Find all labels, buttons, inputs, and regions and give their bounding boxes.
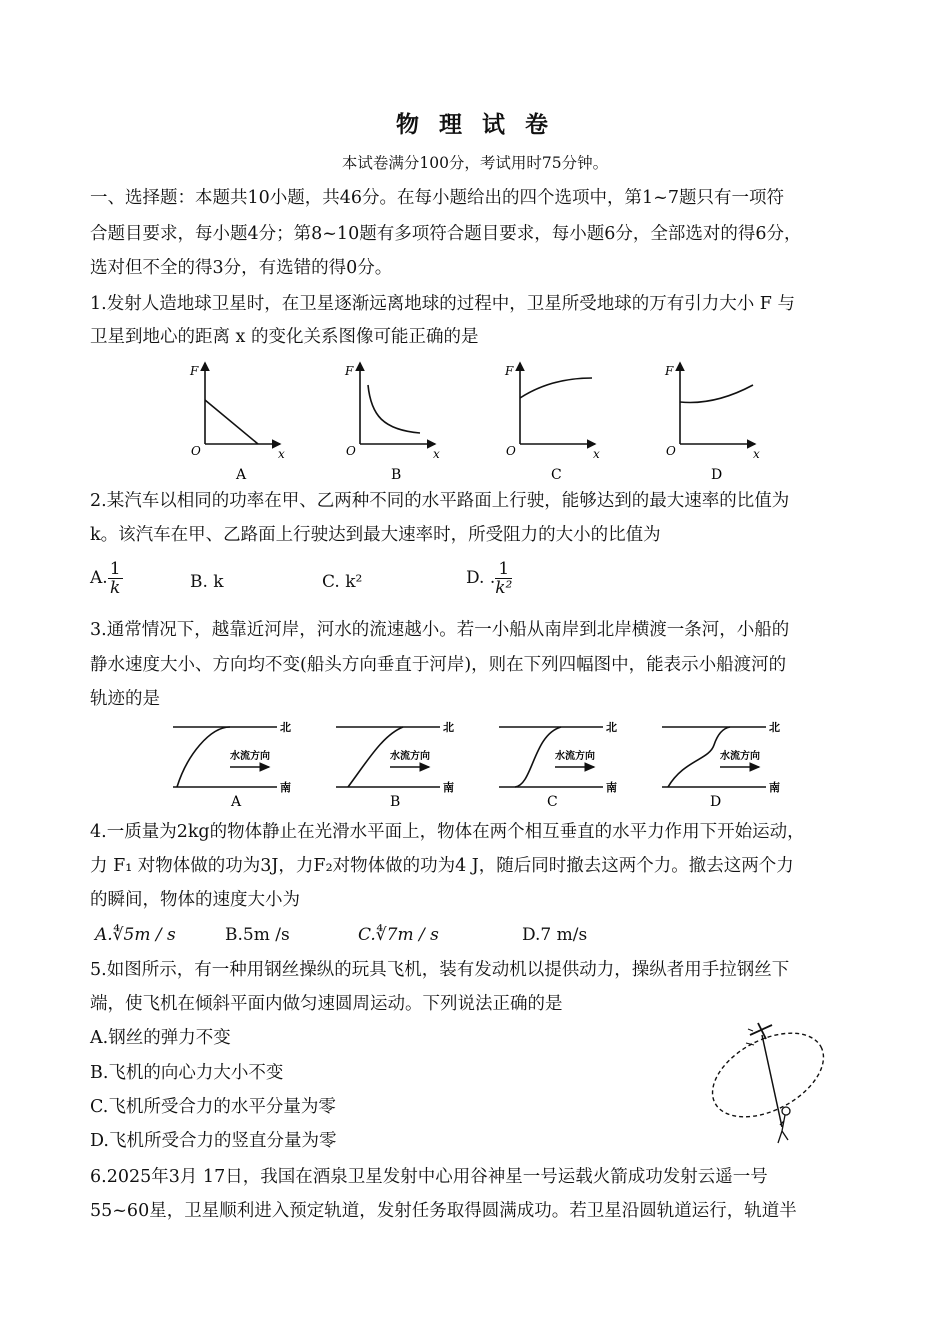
q4-option-c: C.∜7m / s	[358, 925, 439, 945]
q3-north-label: 北	[443, 721, 454, 734]
q1-graph-d	[664, 363, 760, 483]
q3-north-label: 北	[769, 721, 780, 734]
q3-south-label: 南	[280, 781, 291, 794]
q2-option-d	[466, 560, 512, 597]
q3-south-label: 南	[606, 781, 617, 794]
q4-stem-line3: 的瞬间，物体的速度大小为	[90, 890, 300, 910]
q1-axis-y: F	[665, 364, 674, 378]
q1-axis-y: F	[190, 364, 199, 378]
q3-south-label: 南	[769, 781, 780, 794]
q1-axis-y: F	[505, 364, 514, 378]
q1-axis-x: x	[278, 447, 285, 461]
q1-axis-x: x	[593, 447, 600, 461]
section-instructions-line3: 选对但不全的得3分，有选错的得0分。	[90, 258, 393, 278]
q1-origin: O	[346, 444, 356, 458]
q4-option-a: A.∜5m / s	[95, 925, 176, 945]
q3-diagram-label: B	[390, 794, 401, 810]
q5-option-d: D.飞机所受合力的竖直分量为零	[90, 1131, 337, 1151]
q4-stem-line1: 4.一质量为2kg的物体静止在光滑水平面上，物体在两个相互垂直的水平力作用下开始运动，	[90, 822, 805, 842]
q1-graph-label: D	[711, 467, 723, 483]
q2-option-d-prefix: D. .	[466, 568, 496, 588]
q2-option-d-den: k²	[495, 578, 513, 598]
q1-graph-label: C	[551, 467, 562, 483]
q3-diagram-d	[662, 721, 780, 810]
q1-graph-label: A	[236, 467, 247, 483]
exam-info: 本试卷满分100分，考试用时75分钟。	[341, 154, 609, 172]
q1-origin: O	[191, 444, 201, 458]
q5-option-a: A.钢丝的弹力不变	[90, 1028, 231, 1048]
q3-flow-label: 水流方向	[720, 751, 760, 762]
q6-stem-line2: 55~60星，卫星顺利进入预定轨道，发射任务取得圆满成功。若卫星沿圆轨道运行，轨道半	[90, 1201, 797, 1221]
q3-diagram-label: A	[231, 794, 242, 810]
q5-stem-line2: 端，使飞机在倾斜平面内做匀速圆周运动。下列说法正确的是	[90, 994, 563, 1014]
q3-diagram-label: D	[710, 794, 722, 810]
q1-origin: O	[506, 444, 516, 458]
q3-flow-label: 水流方向	[230, 751, 270, 762]
q6-stem-line1: 6.2025年3月 17日，我国在酒泉卫星发射中心用谷神星一号运载火箭成功发射云遥一号	[90, 1167, 768, 1187]
q1-graphs	[180, 355, 780, 485]
q1-graph-b	[344, 363, 440, 483]
operator-figure-icon	[778, 1107, 790, 1143]
q3-stem-line3: 轨迹的是	[90, 689, 160, 709]
q1-graph-a	[189, 363, 285, 483]
q2-option-b: B. k	[190, 572, 224, 592]
section-instructions-line1: 一、选择题：本题共10小题，共46分。在每小题给出的四个选项中，第1~7题只有一项符	[90, 188, 784, 208]
q3-diagrams	[165, 715, 805, 813]
q2-stem-line2: k。该汽车在甲、乙路面上行驶达到最大速率时，所受阻力的大小的比值为	[90, 525, 661, 545]
q5-stem-line1: 5.如图所示，有一种用钢丝操纵的玩具飞机，装有发动机以提供动力，操纵者用手拉钢丝下	[90, 960, 790, 980]
q4-option-b: B.5m /s	[225, 925, 290, 945]
q2-option-a-num: 1	[109, 559, 121, 579]
q4-option-d: D.7 m/s	[522, 925, 588, 945]
q3-diagram-c	[499, 721, 617, 810]
q1-stem-line2: 卫星到地心的距离 x 的变化关系图像可能正确的是	[90, 327, 479, 347]
toy-plane-icon	[746, 1023, 772, 1045]
q3-south-label: 南	[443, 781, 454, 794]
q3-north-label: 北	[606, 721, 617, 734]
q2-option-a	[90, 560, 123, 597]
q3-stem-line2: 静水速度大小、方向均不变(船头方向垂直于河岸)，则在下列四幅图中，能表示小船渡河的	[90, 655, 787, 675]
section-instructions-line2: 合题目要求，每小题4分；第8~10题有多项符合题目要求，每小题6分，全部选对的得6分，	[90, 224, 802, 244]
q2-stem-line1: 2.某汽车以相同的功率在甲、乙两种不同的水平路面上行驶，能够达到的最大速率的比值为	[90, 491, 790, 511]
q3-stem-line1: 3.通常情况下，越靠近河岸，河水的流速越小。若一小船从南岸到北岸横渡一条河，小船的	[90, 620, 790, 640]
q2-option-a-prefix: A.	[90, 568, 108, 588]
q3-diagram-b	[336, 721, 454, 810]
q5-option-c: C.飞机所受合力的水平分量为零	[90, 1097, 336, 1117]
q3-flow-label: 水流方向	[555, 751, 595, 762]
q2-option-d-num: 1	[495, 560, 512, 579]
q2-option-a-den: k	[109, 578, 121, 598]
q1-origin: O	[666, 444, 676, 458]
q3-north-label: 北	[280, 721, 291, 734]
q1-axis-y: F	[345, 364, 354, 378]
q4-stem-line2: 力 F₁ 对物体做的功为3J，力F₂对物体做的功为4 J，随后同时撤去这两个力。撤去这两个力	[90, 856, 794, 876]
q1-graph-label: B	[391, 467, 402, 483]
q5-toy-plane-figure	[700, 1015, 835, 1150]
q1-stem-line1: 1.发射人造地球卫星时，在卫星逐渐远离地球的过程中，卫星所受地球的万有引力大小 F 与	[90, 294, 795, 314]
q5-option-b: B.飞机的向心力大小不变	[90, 1063, 284, 1083]
q1-axis-x: x	[433, 447, 440, 461]
q1-axis-x: x	[753, 447, 760, 461]
q2-option-c: C. k²	[322, 572, 363, 592]
q3-diagram-label: C	[547, 794, 558, 810]
q1-graph-c	[504, 363, 600, 483]
q3-diagram-a	[173, 721, 291, 810]
q3-flow-label: 水流方向	[390, 751, 430, 762]
page-title: 物 理 试 卷	[395, 111, 555, 138]
